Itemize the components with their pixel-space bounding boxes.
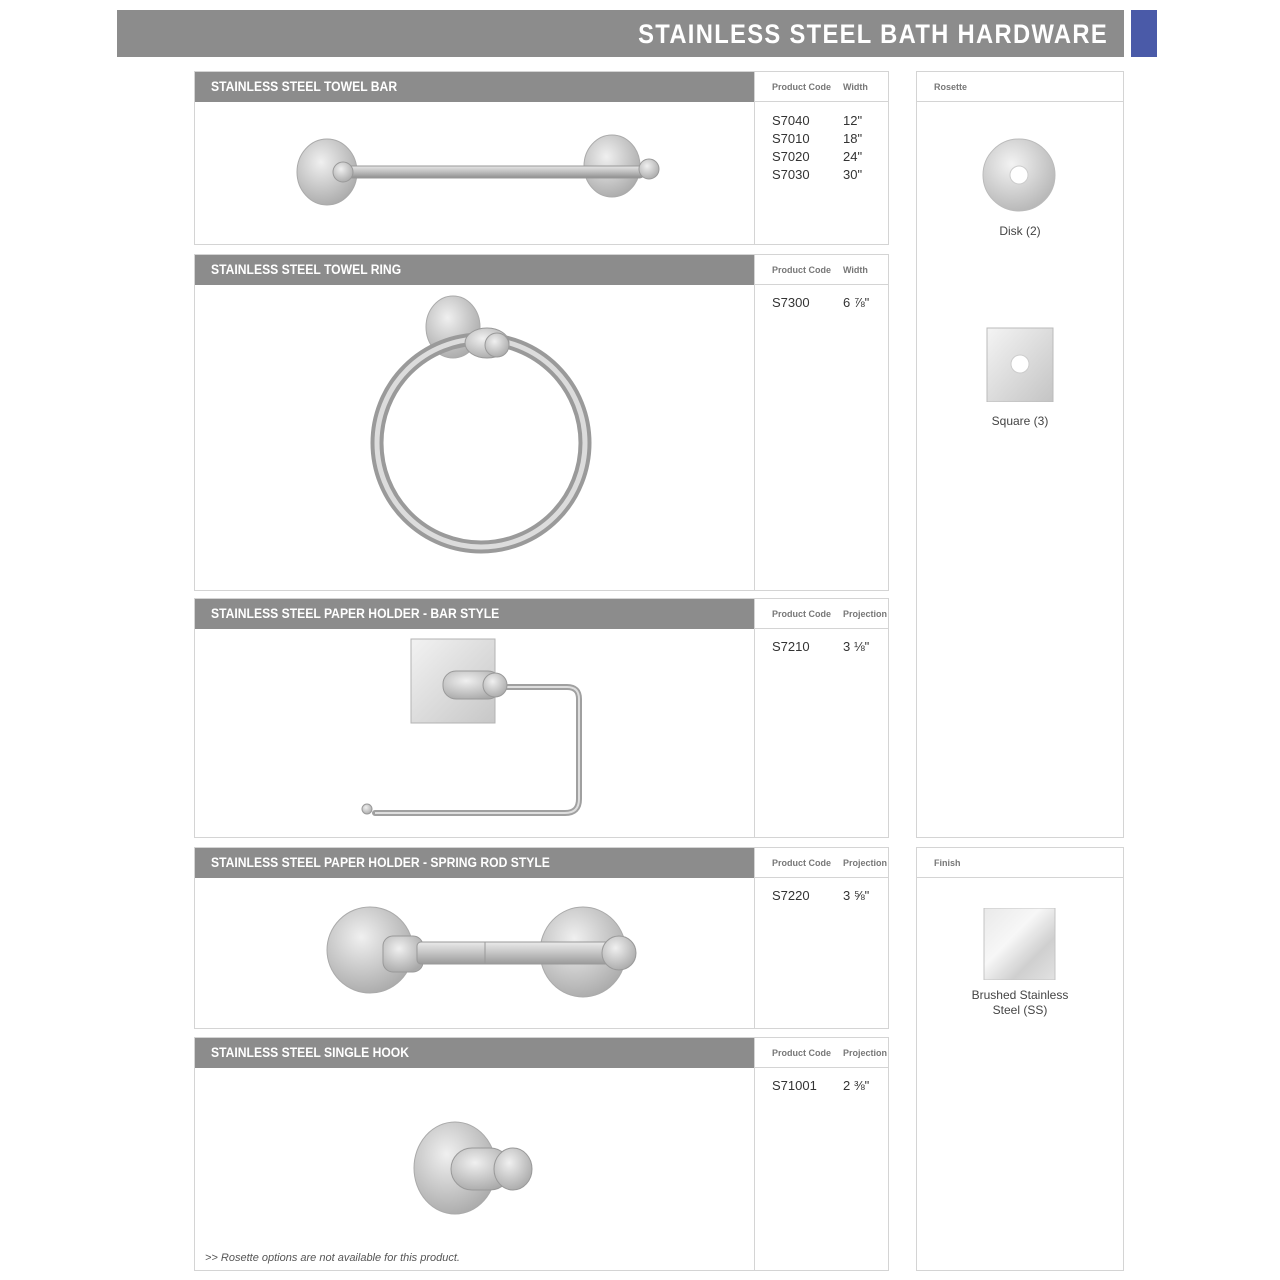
product-header: [195, 1038, 754, 1068]
spec-row: S7020 24": [772, 149, 863, 164]
spec-row: S7210 3 ⅛": [772, 639, 870, 654]
finish-panel: [916, 847, 1124, 1271]
product-header: [195, 72, 754, 102]
col-projection: Projection: [843, 1048, 888, 1058]
col-product-code: Product Code: [772, 858, 832, 868]
page-title: STAINLESS STEEL BATH HARDWARE: [638, 19, 1108, 49]
col-width: Width: [843, 82, 868, 92]
product-header: [195, 255, 754, 285]
spec-row: S7030 30": [772, 167, 863, 182]
col-product-code: Product Code: [772, 609, 832, 619]
spec-column: [754, 1038, 888, 1270]
product-towel-bar: [194, 71, 889, 245]
product-title: STAINLESS STEEL TOWEL BAR: [211, 79, 398, 94]
col-width: Width: [843, 265, 868, 275]
rosette-label: Rosette: [934, 82, 968, 92]
page-banner: [117, 10, 1124, 57]
spec-column: [754, 72, 888, 244]
spec-column: [754, 599, 888, 837]
paper-holder-bar-image: [195, 629, 754, 839]
paper-holder-spring-image: [195, 878, 754, 1030]
rosette-note: >> Rosette options are not available for this product.: [205, 1252, 460, 1264]
spec-row: S7040 12": [772, 113, 863, 128]
col-product-code: Product Code: [772, 265, 832, 275]
product-paper-holder-spring: [194, 847, 889, 1029]
product-paper-holder-bar: [194, 598, 889, 838]
col-projection: Projection: [843, 858, 888, 868]
spec-row: S7220 3 ⅝": [772, 888, 870, 903]
spec-row: S71001 2 ⅜": [772, 1078, 870, 1093]
product-single-hook: [194, 1037, 889, 1271]
towel-ring-image: [195, 285, 754, 592]
finish-label: Finish: [934, 858, 961, 868]
accent-tab: [1131, 10, 1157, 57]
rosette-option-square: [917, 322, 1123, 428]
product-towel-ring: [194, 254, 889, 591]
spec-row: S7300 6 ⅞": [772, 295, 870, 310]
single-hook-image: [195, 1068, 754, 1272]
finish-caption-line1: Brushed Stainless: [971, 988, 1069, 1002]
towel-bar-image: [195, 102, 754, 246]
rosette-caption: Disk (2): [999, 224, 1041, 238]
col-projection: Projection: [843, 609, 888, 619]
spec-column: [754, 255, 888, 590]
finish-caption-line2: Steel (SS): [992, 1003, 1048, 1017]
product-header: [195, 599, 754, 629]
rosette-option-disk: [917, 132, 1123, 238]
product-title: STAINLESS STEEL PAPER HOLDER - SPRING ROD STYLE: [211, 855, 550, 870]
finish-option-ss: [917, 908, 1123, 1017]
product-title: STAINLESS STEEL TOWEL RING: [211, 262, 402, 277]
rosette-panel: [916, 71, 1124, 838]
spec-column: [754, 848, 888, 1028]
product-header: [195, 848, 754, 878]
product-title: STAINLESS STEEL PAPER HOLDER - BAR STYLE: [211, 606, 500, 621]
product-title: STAINLESS STEEL SINGLE HOOK: [211, 1045, 410, 1060]
spec-row: S7010 18": [772, 131, 863, 146]
rosette-caption: Square (3): [991, 414, 1049, 428]
col-product-code: Product Code: [772, 82, 832, 92]
col-product-code: Product Code: [772, 1048, 832, 1058]
